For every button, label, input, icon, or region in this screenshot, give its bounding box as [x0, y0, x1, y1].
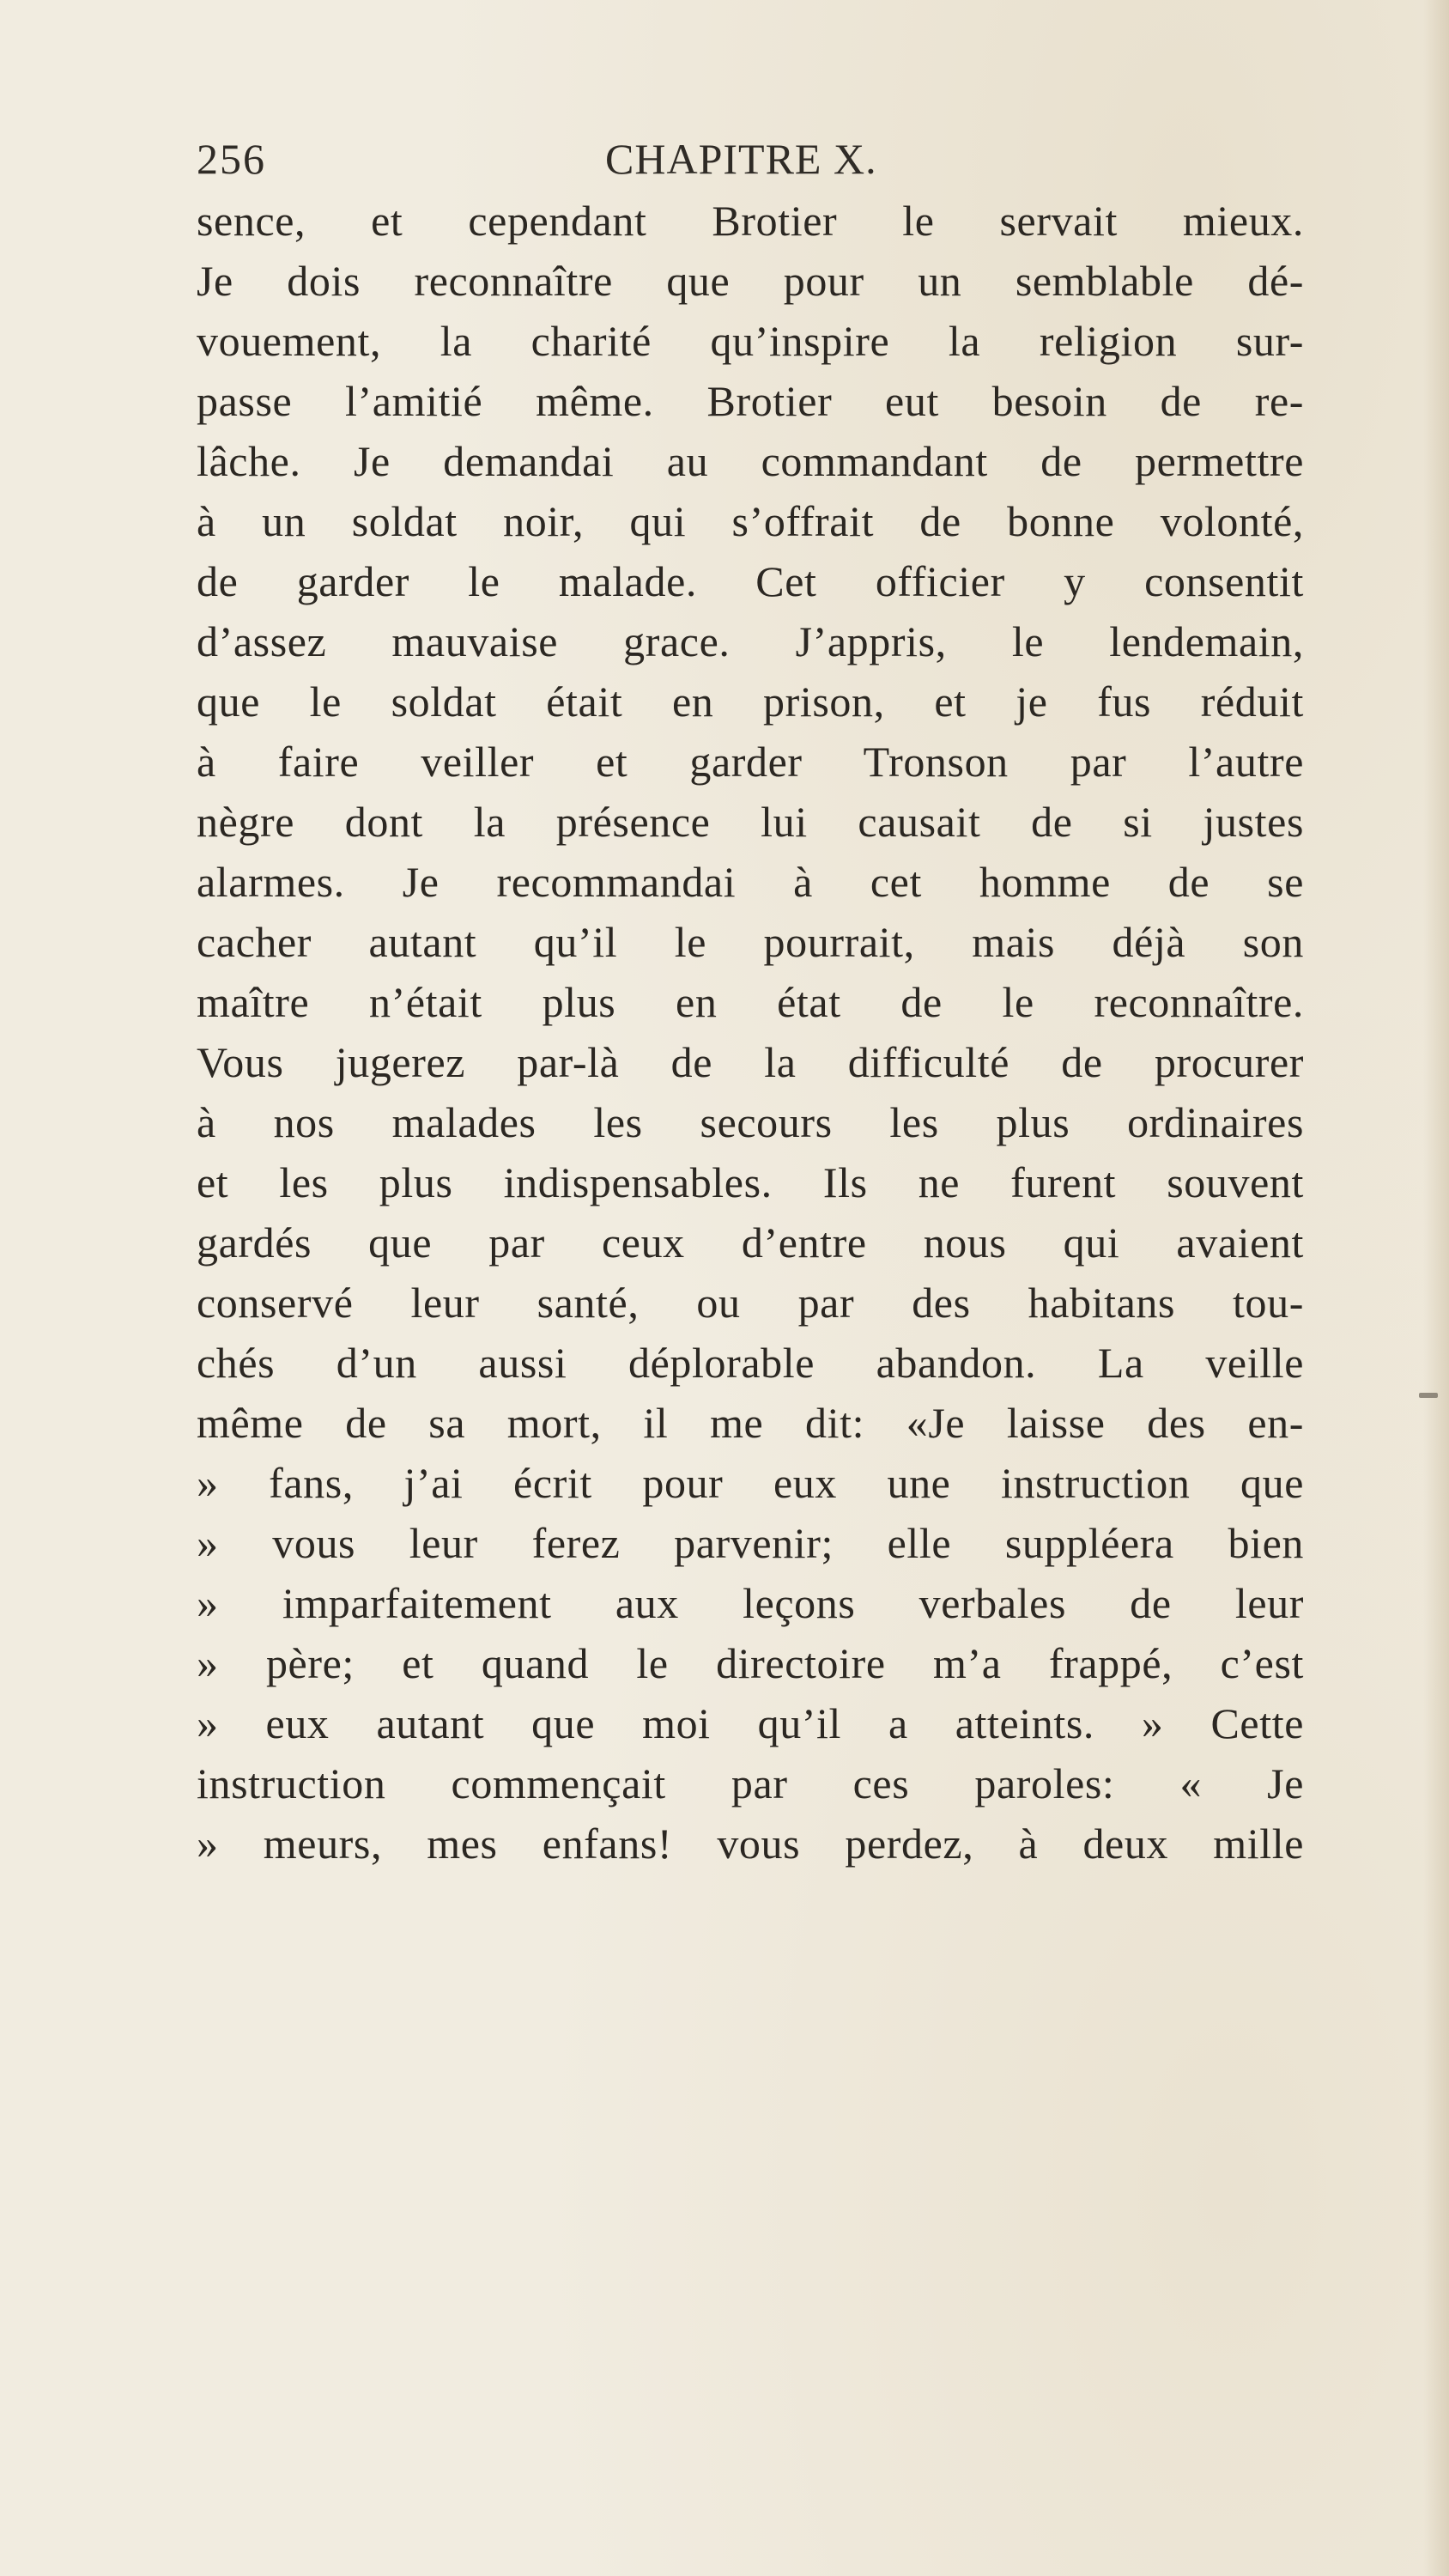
margin-mark: [1419, 1393, 1438, 1398]
body-text: [197, 191, 1304, 1874]
text-line-1: sence, et cependant Brotier le servait mieux.: [197, 197, 1304, 245]
text-line-17: et les plus indispensables. Ils ne furent souvent: [197, 1158, 1304, 1206]
text-line-21: même de sa mort, il me dit: «Je laisse des en-: [197, 1399, 1304, 1447]
text-line-25: » père; et quand le directoire m’a frappé, c’est: [197, 1639, 1304, 1687]
text-line-5: lâche. Je demandai au commandant de permettre: [197, 437, 1304, 485]
text-line-27: instruction commençait par ces paroles: « Je: [197, 1759, 1304, 1807]
text-line-10: à faire veiller et garder Tronson par l’autre: [197, 738, 1304, 786]
text-line-18: gardés que par ceux d’entre nous qui avaient: [197, 1218, 1304, 1267]
text-line-9: que le soldat était en prison, et je fus réduit: [197, 677, 1304, 726]
text-line-2: Je dois reconnaître que pour un semblable dé-: [197, 257, 1304, 305]
text-line-6: à un soldat noir, qui s’offrait de bonne volonté,: [197, 497, 1304, 545]
text-line-22: » fans, j’ai écrit pour eux une instruction que: [197, 1459, 1304, 1507]
text-line-11: nègre dont la présence lui causait de si justes: [197, 798, 1304, 846]
text-line-28: » meurs, mes enfans! vous perdez, à deux mille: [197, 1820, 1304, 1868]
text-line-3: vouement, la charité qu’inspire la religion sur-: [197, 317, 1304, 365]
text-line-13: cacher autant qu’il le pourrait, mais déjà son: [197, 918, 1304, 966]
page-edge-shadow: [1423, 0, 1449, 2576]
chapter-title: CHAPITRE X.: [605, 135, 877, 183]
text-line-16: à nos malades les secours les plus ordinaires: [197, 1098, 1304, 1146]
text-line-23: » vous leur ferez parvenir; elle suppléera bien: [197, 1519, 1304, 1567]
page-number: 256: [197, 135, 266, 183]
text-line-7: de garder le malade. Cet officier y consentit: [197, 557, 1304, 605]
running-head: [197, 129, 1304, 189]
text-line-4: passe l’amitié même. Brotier eut besoin de re-: [197, 377, 1304, 425]
text-line-12: alarmes. Je recommandai à cet homme de se: [197, 858, 1304, 906]
text-line-20: chés d’un aussi déplorable abandon. La veille: [197, 1339, 1304, 1387]
text-line-19: conservé leur santé, ou par des habitans tou-: [197, 1279, 1304, 1327]
text-line-26: » eux autant que moi qu’il a atteints. » Cette: [197, 1699, 1304, 1747]
text-line-15: Vous jugerez par-là de la difficulté de procurer: [197, 1038, 1304, 1086]
text-line-24: » imparfaitement aux leçons verbales de leur: [197, 1579, 1304, 1627]
text-line-14: maître n’était plus en état de le reconnaître.: [197, 978, 1304, 1026]
text-line-8: d’assez mauvaise grace. J’appris, le lendemain,: [197, 617, 1304, 665]
